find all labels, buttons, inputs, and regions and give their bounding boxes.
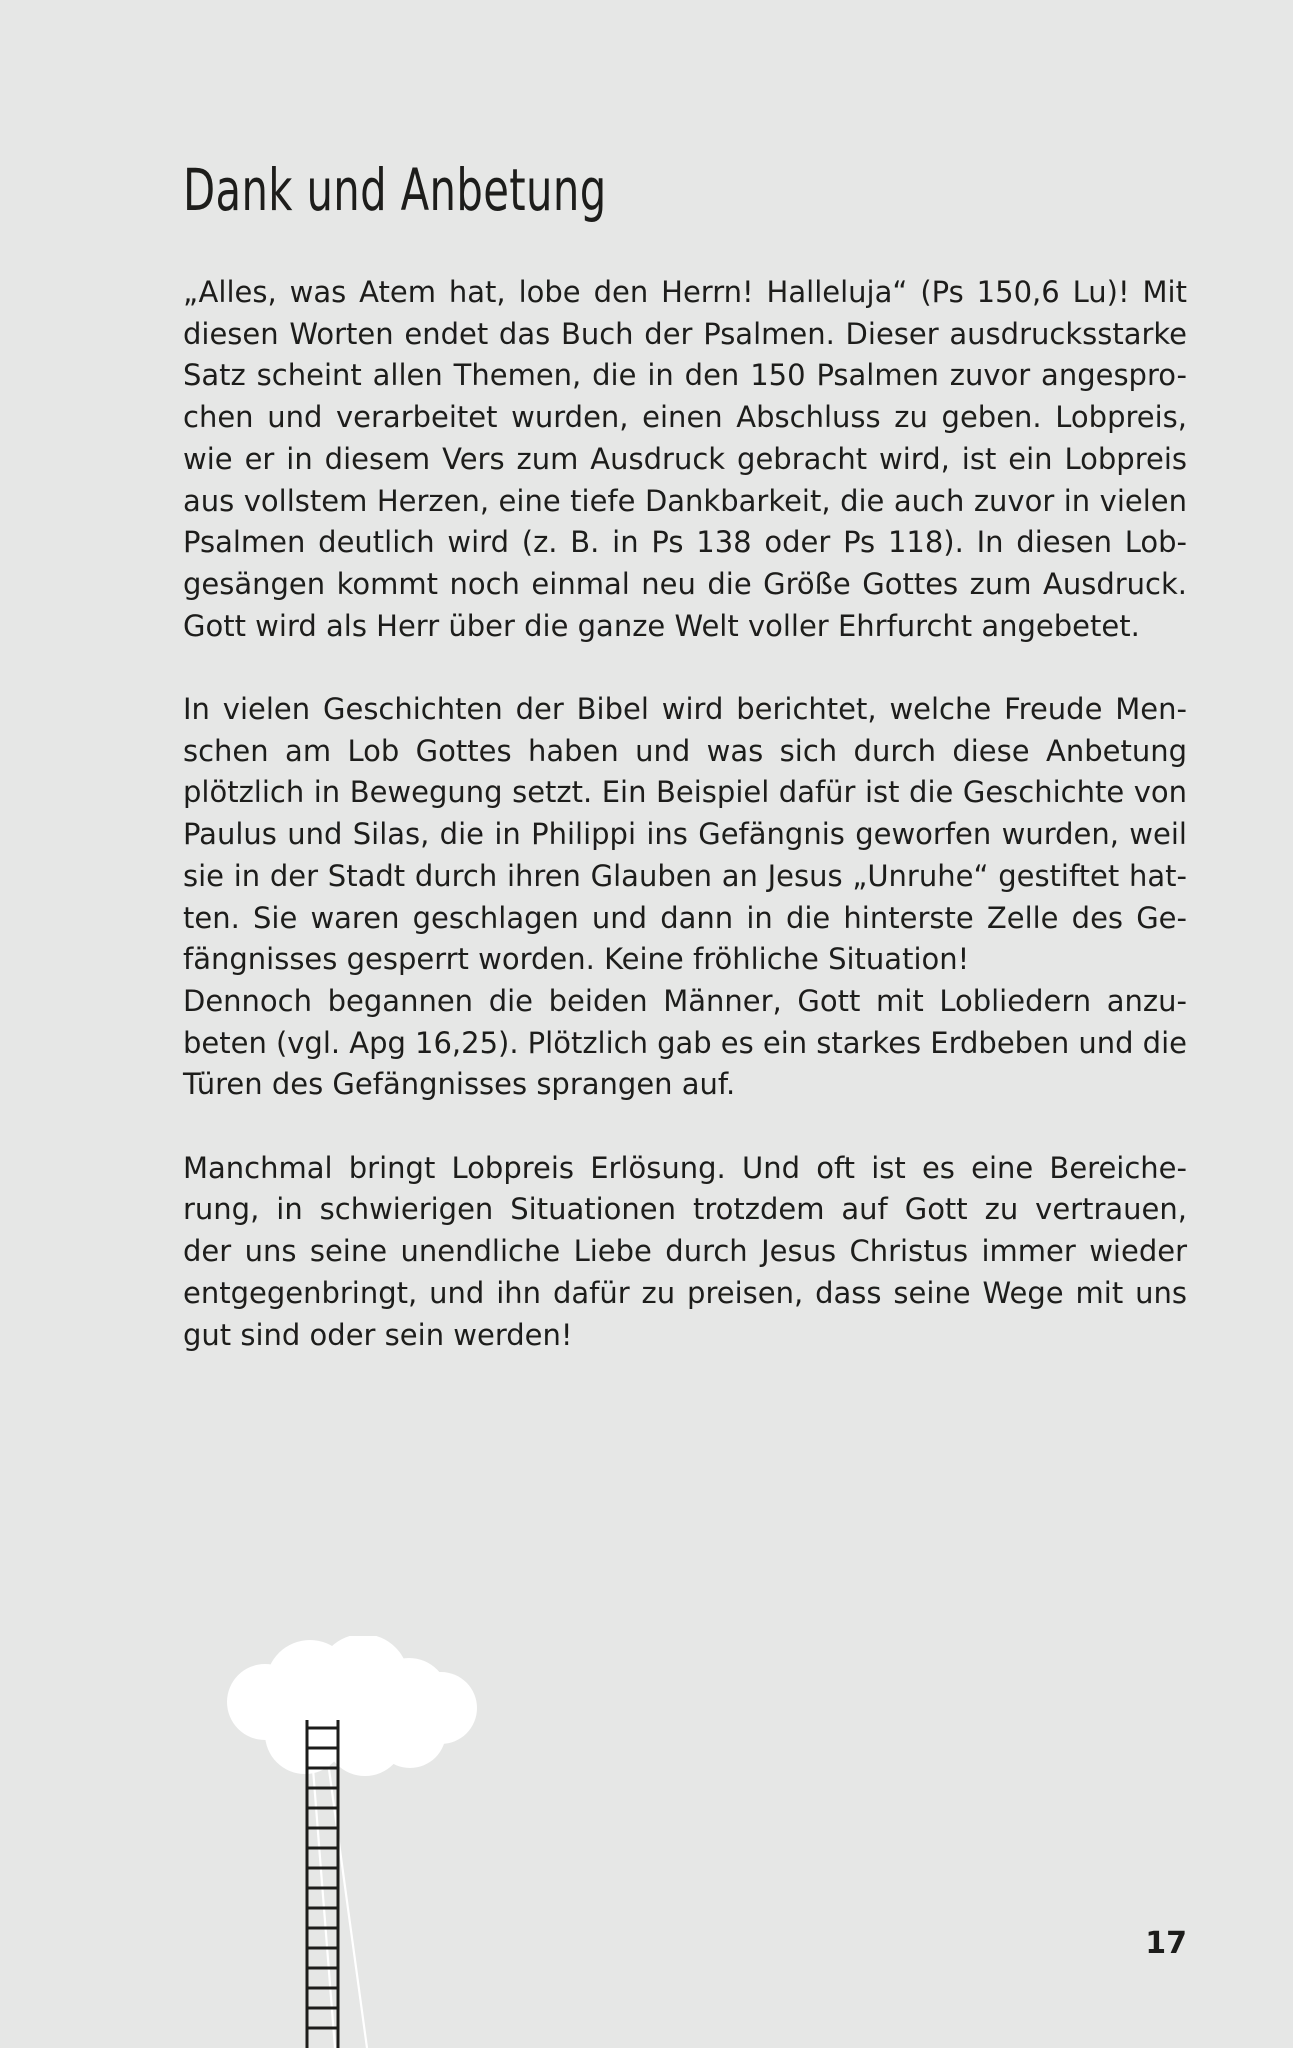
paragraph-3 bbox=[183, 1148, 1187, 1357]
text-line: Manchmal bringt Lobpreis Erlösung. Und oft ist es eine Bereiche- bbox=[183, 1150, 1187, 1185]
text-line: Dennoch begannen die beiden Männer, Gott mit Lobliedern anzu- bbox=[183, 983, 1187, 1018]
text-line: diesen Worten endet das Buch der Psalmen. Dieser ausdrucksstarke bbox=[183, 316, 1187, 351]
text-line: plötzlich in Bewegung setzt. Ein Beispiel dafür ist die Geschichte von bbox=[183, 775, 1187, 810]
text-line: beten (vgl. Apg 16,25). Plötzlich gab es ein starkes Erdbeben und die bbox=[183, 1025, 1187, 1060]
text-line: rung, in schwierigen Situationen trotzdem auf Gott zu vertrauen, bbox=[183, 1192, 1187, 1227]
paragraph-2 bbox=[183, 689, 1187, 1106]
cloud-icon bbox=[227, 1636, 477, 1776]
text-line: Psalmen deutlich wird (z. B. in Ps 138 oder Ps 118). In diesen Lob- bbox=[183, 525, 1187, 560]
text-line: chen und verarbeitet wurden, einen Abschluss zu geben. Lobpreis, bbox=[183, 400, 1187, 435]
cloud-ladder-icon bbox=[215, 1636, 495, 2048]
text-line: gut sind oder sein werden! bbox=[183, 1317, 573, 1352]
page-number: 17 bbox=[1145, 1926, 1187, 1961]
text-line: entgegenbringt, und ihn dafür zu preisen, dass seine Wege mit uns bbox=[183, 1275, 1187, 1310]
text-line: Satz scheint allen Themen, die in den 150 Psalmen zuvor angespro- bbox=[183, 358, 1187, 393]
text-line: In vielen Geschichten der Bibel wird berichtet, welche Freude Men- bbox=[183, 692, 1187, 727]
text-line: ten. Sie waren geschlagen und dann in die hinterste Zelle des Ge- bbox=[183, 900, 1187, 935]
text-line: Gott wird als Herr über die ganze Welt voller Ehrfurcht angebetet. bbox=[183, 608, 1140, 643]
paragraph-1 bbox=[183, 272, 1187, 647]
text-line: der uns seine unendliche Liebe durch Jesus Christus immer wieder bbox=[183, 1234, 1187, 1269]
text-line: aus vollstem Herzen, eine tiefe Dankbarkeit, die auch zuvor in vielen bbox=[183, 483, 1187, 518]
text-line: sie in der Stadt durch ihren Glauben an Jesus „Unruhe“ gestiftet hat- bbox=[183, 858, 1187, 893]
text-line: gesängen kommt noch einmal neu die Größe Gottes zum Ausdruck. bbox=[183, 566, 1187, 601]
text-line: Türen des Gefängnisses sprangen auf. bbox=[183, 1067, 736, 1102]
text-line: fängnisses gesperrt worden. Keine fröhliche Situation! bbox=[183, 942, 970, 977]
text-line: „Alles, was Atem hat, lobe den Herrn! Halleluja“ (Ps 150,6 Lu)! Mit bbox=[183, 275, 1187, 309]
page-title: Dank und Anbetung bbox=[183, 156, 607, 224]
body-text bbox=[183, 272, 1187, 1398]
text-line: Paulus und Silas, die in Philippi ins Gefängnis geworfen wurden, weil bbox=[183, 817, 1187, 852]
text-line: wie er in diesem Vers zum Ausdruck gebracht wird, ist ein Lobpreis bbox=[183, 441, 1187, 476]
text-line: schen am Lob Gottes haben und was sich durch diese Anbetung bbox=[183, 733, 1187, 768]
